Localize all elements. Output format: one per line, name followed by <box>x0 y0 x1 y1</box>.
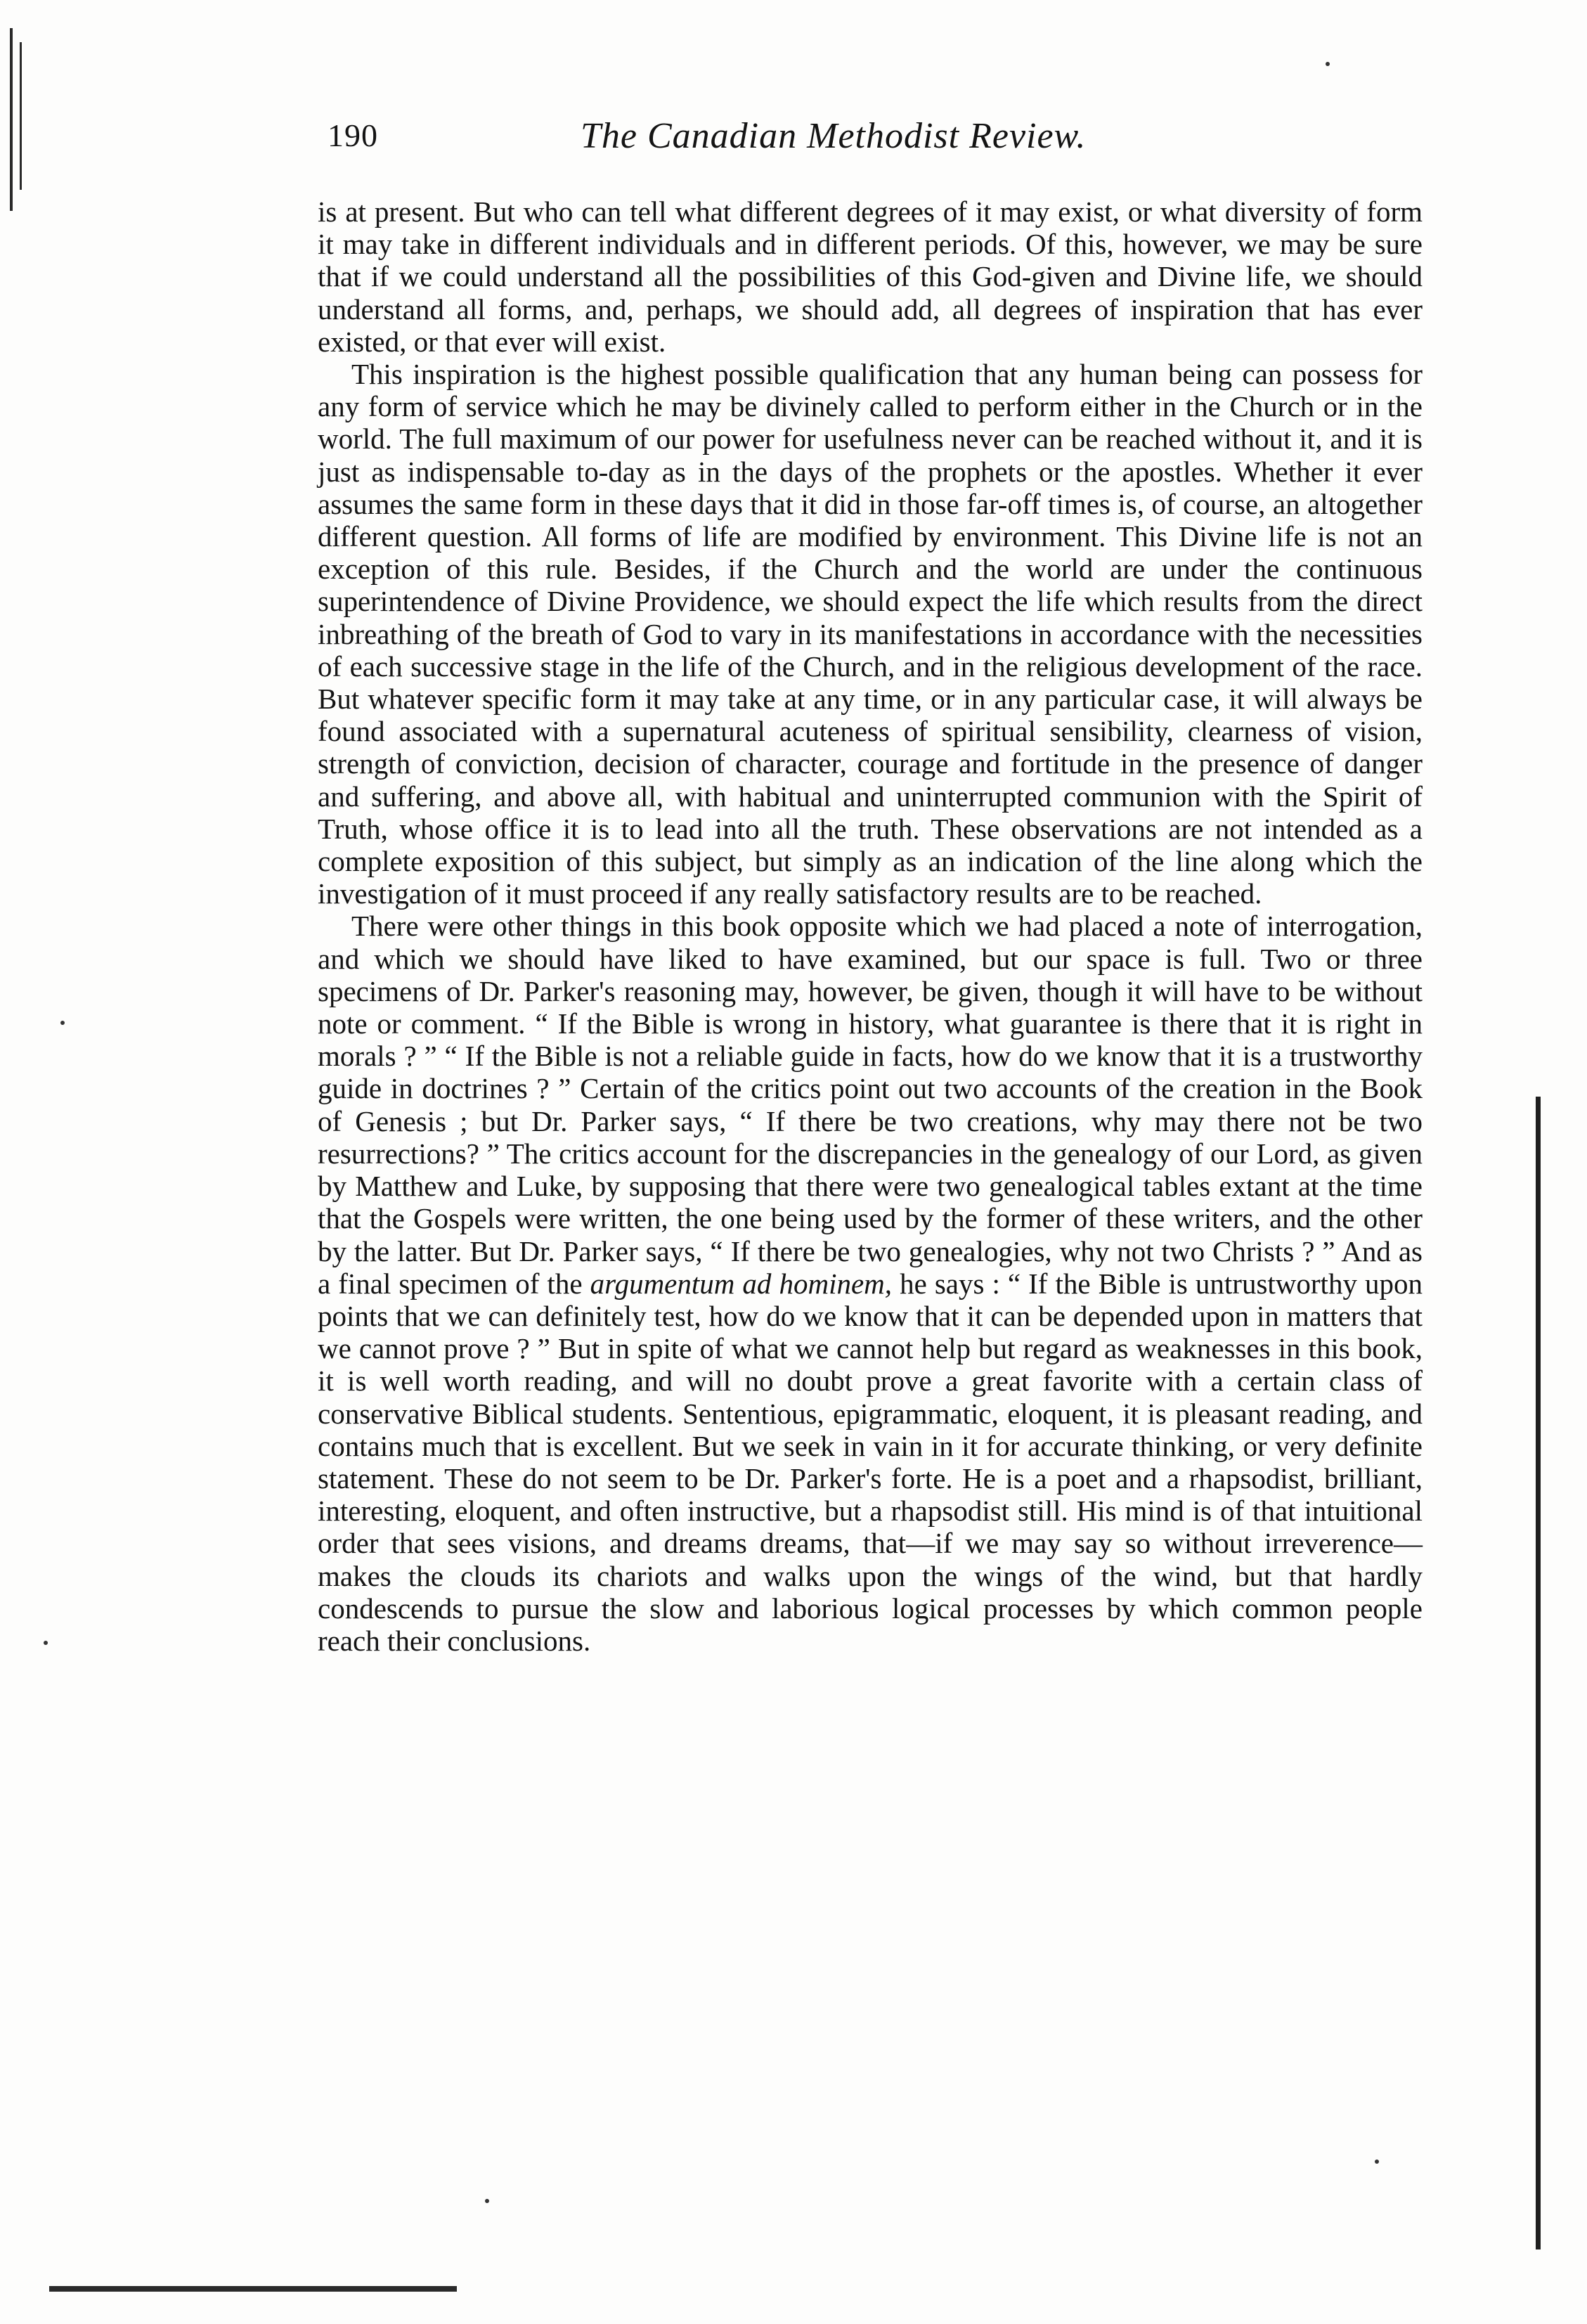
paragraph-continuation: is at present. But who can tell what different degrees of it may exist, or what diversity of form it may take in different individuals and in different periods. Of this, however, we may be sure that if we could understand all the possibilities of this God-given and Divine life, we should understand all forms, and, perhaps, we should add, all degrees of inspiration that has ever existed, or that ever will exist. <box>318 195 1423 358</box>
scan-speck <box>485 2199 489 2203</box>
running-head <box>328 111 1375 160</box>
page-number: 190 <box>328 117 378 153</box>
journal-title: The Canadian Methodist Review. <box>581 116 1087 156</box>
scan-speck <box>1326 62 1330 66</box>
paragraph-specimens-text: There were other things in this book opposite which we had placed a note of interrogation, and which we should have liked to have examined, but our space is full. Two or three specimens of Dr. Parker's reasoning may, however, be given, though it will have to be without note or comment. “ If the Bible is wrong in history, what guarantee is there that it is right in morals ? ” “ If the Bible is not a reliable guide in facts, how do we know that it is a trustworthy guide in doctrines ? ” Certain of the critics point out two accounts of the creation in the Book of Genesis ; but Dr. Parker says, “ If there be two creations, why may there not be two resurrections? ” The critics account for the discrepancies in the genealogy of our Lord, as given by Matthew and Luke, by supposing that there were two genealogical tables extant at the time that the Gospels were written, the one being used by the former of these writers, and the other by the latter. But Dr. Parker says, “ If there be two genealogies, why not two Christs ? ” And as a final specimen of the <box>318 910 1423 1300</box>
article-body <box>318 195 1423 1657</box>
scan-speck <box>60 1021 65 1025</box>
paragraph-inspiration: This inspiration is the highest possible qualification that any human being can possess for any form of service which he may be divinely called to perform either in the Church or in the world. The full maximum of our power for usefulness never can be reached without it, and it is just as indispensable to-day as in the days of the prophets or the apostles. Whether it ever assumes the same form in these days that it did in those far-off times is, of course, an altogether different question. All forms of life are modified by environment. This Divine life is not an exception of this rule. Besides, if the Church and the world are under the continuous superintendence of Divine Providence, we should expect the life which results from the direct inbreathing of the breath of God to vary in its manifestations in accordance with the necessities of each successive stage in the life of the Church, and in the religious development of the race. But whatever specific form it may take at any time, or in any particular case, it will always be found associated with a supernatural acuteness of spiritual sensibility, clearness of vision, strength of conviction, decision of character, courage and fortitude in the presence of danger and suffering, and above all, with habitual and uninterrupted communion with the Spirit of Truth, whose office it is to lead into all the truth. These observations are not intended as a complete exposition of this subject, but simply as an indication of the line along which the investigation of it must proceed if any really satisfactory results are to be reached. <box>318 358 1423 910</box>
scan-speck <box>1375 2160 1379 2164</box>
bottom-scan-line <box>49 2286 457 2292</box>
right-margin-line <box>1536 1097 1541 2249</box>
left-margin-line <box>10 28 13 211</box>
scan-speck <box>44 1641 48 1645</box>
left-margin-line <box>20 42 22 190</box>
paragraph-specimens <box>318 910 1423 1657</box>
latin-phrase: argumentum ad hominem, <box>590 1267 893 1300</box>
paragraph-specimens-tail: he says : “ If the Bible is untrustworthy upon points that we can definitely test, how do we know that it can be depended upon in matters that we cannot prove ? ” But in spite of what we cannot help but regard as weaknesses in this book, it is well worth reading, and will no doubt prove a great favorite with a certain class of conservative Biblical students. Sententious, epigrammatic, eloquent, it is pleasant reading, and contains much that is excellent. But we seek in vain in it for accurate thinking, or very definite statement. These do not seem to be Dr. Parker's forte. He is a poet and a rhapsodist, brilliant, interesting, eloquent, and often instructive, but a rhapsodist still. His mind is of that intuitional order that sees visions, and dreams dreams, that—if we may say so without irreverence—makes the clouds its chariots and walks upon the wings of the wind, but that hardly condescends to pursue the slow and laborious logical processes by which common people reach their conclusions. <box>318 1267 1423 1657</box>
